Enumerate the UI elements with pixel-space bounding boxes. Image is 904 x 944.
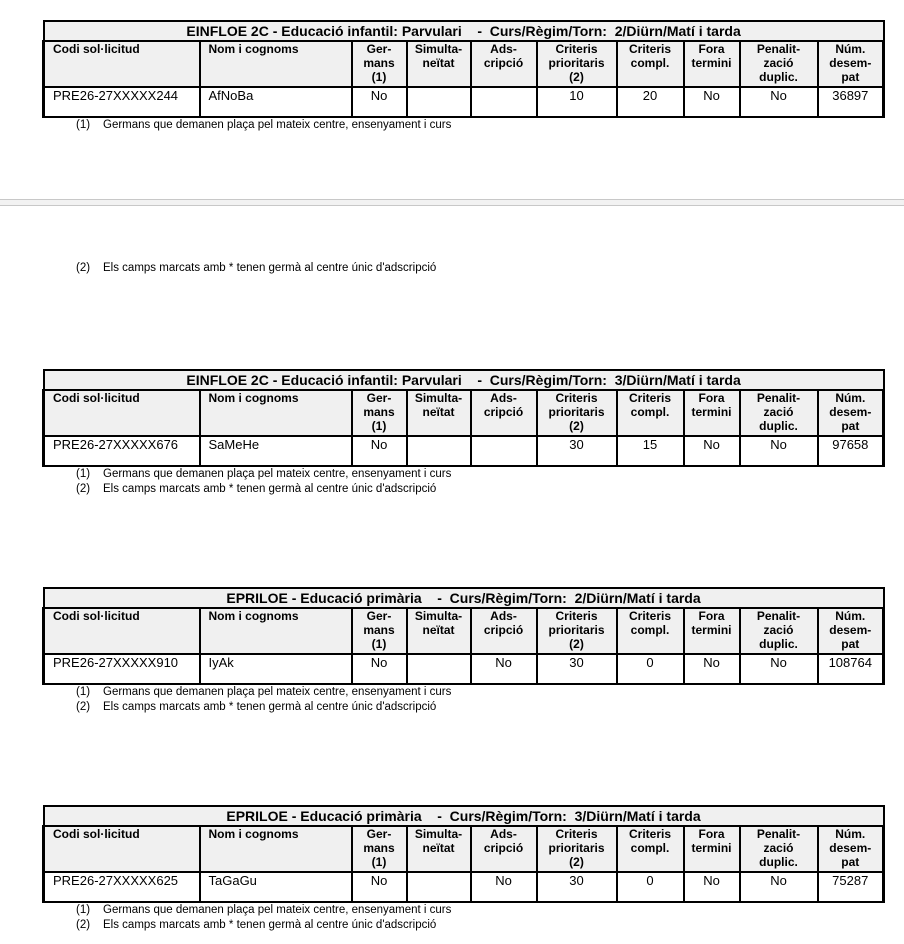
cell-num-desempat: 36897 xyxy=(818,87,884,117)
footnote-number: (1) xyxy=(76,904,91,916)
column-header-line: (2) xyxy=(569,70,584,84)
cell-adscripcio: No xyxy=(471,872,537,902)
cell-num-desempat: 108764 xyxy=(818,654,884,684)
column-header-line: (2) xyxy=(569,419,584,433)
column-header-line: Codi sol·licitud xyxy=(53,609,140,623)
column-header-nom-cognoms xyxy=(200,608,352,654)
column-header-line: (1) xyxy=(371,70,387,84)
request-table xyxy=(42,805,885,903)
cell-num-desempat: 75287 xyxy=(818,872,884,902)
footnote-2 xyxy=(76,261,436,276)
footnote-text: Els camps marcats amb * tenen germà al centre únic d'adscripció xyxy=(103,262,437,274)
column-header-line: zació xyxy=(763,841,794,855)
column-header-simultaneitat xyxy=(407,608,471,654)
table-row xyxy=(44,436,884,466)
column-header-line: zació xyxy=(763,405,794,419)
footnote-number: (2) xyxy=(76,483,91,495)
column-header-fora-termini xyxy=(684,41,740,87)
footnotes-continued xyxy=(76,261,436,276)
footnote-2 xyxy=(76,700,882,715)
column-header-simultaneitat xyxy=(407,826,471,872)
table-row xyxy=(44,87,884,117)
column-header-codi-sollicitud xyxy=(44,608,200,654)
footnote-2 xyxy=(76,918,882,933)
column-header-fora-termini xyxy=(684,608,740,654)
column-header-line: Nom i cognoms xyxy=(208,827,299,841)
column-header-line: termini xyxy=(691,623,732,637)
column-header-line: (1) xyxy=(371,419,387,433)
cell-simultaneitat xyxy=(407,87,471,117)
request-table-block xyxy=(42,587,882,715)
footnote-number: (2) xyxy=(76,262,91,274)
column-header-line: Codi sol·licitud xyxy=(53,391,140,405)
table-title: EPRILOE - Educació primària - Curs/Règim/Torn: 2/Diürn/Matí i tarda xyxy=(44,588,884,608)
table-title: EINFLOE 2C - Educació infantil: Parvulari - Curs/Règim/Torn: 2/Diürn/Matí i tarda xyxy=(44,21,884,41)
column-header-line: cripció xyxy=(483,56,524,70)
column-header-line: compl. xyxy=(630,405,670,419)
cell-criteris-prioritaris: 30 xyxy=(537,654,617,684)
column-header-criteris-compl xyxy=(617,608,684,654)
cell-simultaneitat xyxy=(407,872,471,902)
header-row xyxy=(44,826,884,872)
column-header-line: Criteris xyxy=(555,609,598,623)
cell-criteris-compl: 15 xyxy=(617,436,684,466)
table-row xyxy=(44,654,884,684)
column-header-line: neïtat xyxy=(422,56,455,70)
cell-nom-cognoms: AfNoBa xyxy=(200,87,352,117)
cell-num-desempat: 97658 xyxy=(818,436,884,466)
column-header-line: mans xyxy=(363,405,395,419)
column-header-num-desempat xyxy=(818,41,884,87)
column-header-line: Núm. xyxy=(835,827,866,841)
column-header-fora-termini xyxy=(684,390,740,436)
cell-criteris-prioritaris: 30 xyxy=(537,436,617,466)
column-header-penalitzacio-duplic xyxy=(740,390,818,436)
column-header-line: cripció xyxy=(483,841,524,855)
cell-penalitzacio-duplic: No xyxy=(740,872,818,902)
column-header-adscripcio xyxy=(471,390,537,436)
page-break-divider xyxy=(0,199,904,206)
column-header-line: termini xyxy=(691,405,732,419)
cell-germans: No xyxy=(352,872,407,902)
column-header-codi-sollicitud xyxy=(44,390,200,436)
column-header-line: pat xyxy=(841,637,860,651)
column-header-line: Criteris xyxy=(628,609,672,623)
column-header-fora-termini xyxy=(684,826,740,872)
column-header-line: zació xyxy=(763,56,794,70)
column-header-line: desem- xyxy=(829,623,872,637)
column-header-line: prioritaris xyxy=(548,56,605,70)
cell-germans: No xyxy=(352,436,407,466)
cell-simultaneitat xyxy=(407,654,471,684)
column-header-criteris-prioritaris xyxy=(537,390,617,436)
column-header-line: Fora xyxy=(698,42,725,56)
cell-criteris-prioritaris: 30 xyxy=(537,872,617,902)
cell-criteris-compl: 20 xyxy=(617,87,684,117)
request-table xyxy=(42,369,885,467)
column-header-line: Codi sol·licitud xyxy=(53,42,140,56)
column-header-line: Simulta- xyxy=(414,827,463,841)
request-table-block xyxy=(42,20,882,133)
column-header-line: prioritaris xyxy=(548,623,605,637)
column-header-line: Fora xyxy=(698,609,725,623)
footnote-number: (1) xyxy=(76,468,91,480)
column-header-nom-cognoms xyxy=(200,390,352,436)
footnote-1 xyxy=(76,467,882,482)
column-header-line: zació xyxy=(763,623,794,637)
column-header-line: desem- xyxy=(829,56,872,70)
column-header-line: cripció xyxy=(483,405,524,419)
column-header-line: Criteris xyxy=(628,391,672,405)
column-header-germans xyxy=(352,608,407,654)
footnote-1 xyxy=(76,118,882,133)
column-header-line: Simulta- xyxy=(414,391,463,405)
column-header-germans xyxy=(352,826,407,872)
column-header-adscripcio xyxy=(471,608,537,654)
cell-criteris-prioritaris: 10 xyxy=(537,87,617,117)
column-header-line: Nom i cognoms xyxy=(208,609,299,623)
footnotes xyxy=(76,685,882,715)
column-header-line: Criteris xyxy=(628,827,672,841)
column-header-nom-cognoms xyxy=(200,41,352,87)
footnote-text: Els camps marcats amb * tenen germà al centre únic d'adscripció xyxy=(103,919,437,931)
column-header-simultaneitat xyxy=(407,390,471,436)
column-header-line: duplic. xyxy=(759,70,798,84)
cell-simultaneitat xyxy=(407,436,471,466)
column-header-criteris-compl xyxy=(617,826,684,872)
column-header-line: compl. xyxy=(630,841,670,855)
footnote-text: Germans que demanen plaça pel mateix centre, ensenyament i curs xyxy=(103,119,452,131)
cell-codi-sollicitud: PRE26-27XXXXX244 xyxy=(44,87,200,117)
column-header-codi-sollicitud xyxy=(44,826,200,872)
column-header-line: Criteris xyxy=(555,42,598,56)
column-header-line: Criteris xyxy=(628,42,672,56)
column-header-line: Ads- xyxy=(490,42,517,56)
column-header-line: neïtat xyxy=(422,405,455,419)
column-header-line: compl. xyxy=(630,56,670,70)
cell-adscripcio xyxy=(471,87,537,117)
column-header-line: Núm. xyxy=(835,391,866,405)
column-header-line: Ger- xyxy=(366,827,392,841)
column-header-line: termini xyxy=(691,56,732,70)
column-header-criteris-prioritaris xyxy=(537,41,617,87)
footnotes xyxy=(76,903,882,933)
column-header-line: Penalit- xyxy=(756,391,801,405)
column-header-codi-sollicitud xyxy=(44,41,200,87)
column-header-adscripcio xyxy=(471,41,537,87)
column-header-line: Penalit- xyxy=(756,42,801,56)
column-header-line: prioritaris xyxy=(548,841,605,855)
column-header-line: desem- xyxy=(829,405,872,419)
column-header-line: Ger- xyxy=(366,42,392,56)
cell-adscripcio: No xyxy=(471,654,537,684)
column-header-nom-cognoms xyxy=(200,826,352,872)
column-header-line: Fora xyxy=(698,391,725,405)
cell-germans: No xyxy=(352,654,407,684)
column-header-line: Simulta- xyxy=(414,609,463,623)
column-header-simultaneitat xyxy=(407,41,471,87)
cell-fora-termini: No xyxy=(684,872,740,902)
cell-codi-sollicitud: PRE26-27XXXXX910 xyxy=(44,654,200,684)
column-header-adscripcio xyxy=(471,826,537,872)
cell-criteris-compl: 0 xyxy=(617,654,684,684)
request-table xyxy=(42,20,885,118)
column-header-line: Nom i cognoms xyxy=(208,42,299,56)
table-title: EINFLOE 2C - Educació infantil: Parvulari - Curs/Règim/Torn: 3/Diürn/Matí i tarda xyxy=(44,370,884,390)
footnotes xyxy=(76,467,882,497)
column-header-germans xyxy=(352,390,407,436)
column-header-line: duplic. xyxy=(759,419,798,433)
column-header-line: duplic. xyxy=(759,855,798,869)
header-row xyxy=(44,41,884,87)
request-table xyxy=(42,587,885,685)
column-header-line: Criteris xyxy=(555,827,598,841)
column-header-criteris-prioritaris xyxy=(537,608,617,654)
column-header-line: pat xyxy=(841,419,860,433)
column-header-line: mans xyxy=(363,623,395,637)
footnote-number: (2) xyxy=(76,701,91,713)
cell-fora-termini: No xyxy=(684,87,740,117)
footnote-text: Germans que demanen plaça pel mateix centre, ensenyament i curs xyxy=(103,904,452,916)
column-header-line: desem- xyxy=(829,841,872,855)
column-header-germans xyxy=(352,41,407,87)
column-header-line: (2) xyxy=(569,855,584,869)
column-header-line: neïtat xyxy=(422,623,455,637)
column-header-line: neïtat xyxy=(422,841,455,855)
footnote-text: Els camps marcats amb * tenen germà al centre únic d'adscripció xyxy=(103,483,437,495)
cell-nom-cognoms: TaGaGu xyxy=(200,872,352,902)
cell-nom-cognoms: SaMeHe xyxy=(200,436,352,466)
column-header-line: Simulta- xyxy=(414,42,463,56)
cell-penalitzacio-duplic: No xyxy=(740,87,818,117)
column-header-line: cripció xyxy=(483,623,524,637)
footnote-1 xyxy=(76,903,882,918)
column-header-line: (1) xyxy=(371,855,387,869)
cell-adscripcio xyxy=(471,436,537,466)
table-title: EPRILOE - Educació primària - Curs/Règim/Torn: 3/Diürn/Matí i tarda xyxy=(44,806,884,826)
column-header-criteris-compl xyxy=(617,41,684,87)
column-header-line: Ger- xyxy=(366,391,392,405)
table-row xyxy=(44,872,884,902)
column-header-penalitzacio-duplic xyxy=(740,608,818,654)
column-header-line: Núm. xyxy=(835,609,866,623)
footnote-text: Els camps marcats amb * tenen germà al centre únic d'adscripció xyxy=(103,701,437,713)
column-header-line: termini xyxy=(691,841,732,855)
column-header-line: Penalit- xyxy=(756,609,801,623)
column-header-line: Nom i cognoms xyxy=(208,391,299,405)
column-header-line: Ads- xyxy=(490,391,517,405)
column-header-line: pat xyxy=(841,855,860,869)
footnote-text: Germans que demanen plaça pel mateix centre, ensenyament i curs xyxy=(103,686,452,698)
cell-fora-termini: No xyxy=(684,436,740,466)
cell-fora-termini: No xyxy=(684,654,740,684)
footnote-2 xyxy=(76,482,882,497)
footnote-number: (1) xyxy=(76,119,91,131)
cell-penalitzacio-duplic: No xyxy=(740,436,818,466)
column-header-line: pat xyxy=(841,70,860,84)
column-header-line: mans xyxy=(363,56,395,70)
column-header-line: mans xyxy=(363,841,395,855)
column-header-criteris-compl xyxy=(617,390,684,436)
column-header-penalitzacio-duplic xyxy=(740,41,818,87)
column-header-penalitzacio-duplic xyxy=(740,826,818,872)
column-header-line: prioritaris xyxy=(548,405,605,419)
column-header-line: Penalit- xyxy=(756,827,801,841)
column-header-line: Fora xyxy=(698,827,725,841)
cell-criteris-compl: 0 xyxy=(617,872,684,902)
column-header-criteris-prioritaris xyxy=(537,826,617,872)
cell-codi-sollicitud: PRE26-27XXXXX625 xyxy=(44,872,200,902)
footnote-number: (2) xyxy=(76,919,91,931)
column-header-num-desempat xyxy=(818,390,884,436)
cell-germans: No xyxy=(352,87,407,117)
header-row xyxy=(44,608,884,654)
column-header-line: Ads- xyxy=(490,827,517,841)
header-row xyxy=(44,390,884,436)
column-header-num-desempat xyxy=(818,826,884,872)
footnote-number: (1) xyxy=(76,686,91,698)
column-header-line: duplic. xyxy=(759,637,798,651)
column-header-num-desempat xyxy=(818,608,884,654)
cell-penalitzacio-duplic: No xyxy=(740,654,818,684)
column-header-line: compl. xyxy=(630,623,670,637)
footnote-1 xyxy=(76,685,882,700)
cell-nom-cognoms: IyAk xyxy=(200,654,352,684)
column-header-line: Codi sol·licitud xyxy=(53,827,140,841)
cell-codi-sollicitud: PRE26-27XXXXX676 xyxy=(44,436,200,466)
request-table-block xyxy=(42,805,882,933)
column-header-line: Criteris xyxy=(555,391,598,405)
footnote-text: Germans que demanen plaça pel mateix centre, ensenyament i curs xyxy=(103,468,452,480)
column-header-line: (1) xyxy=(371,637,387,651)
column-header-line: Núm. xyxy=(835,42,866,56)
column-header-line: (2) xyxy=(569,637,584,651)
footnotes xyxy=(76,118,882,133)
request-table-block xyxy=(42,369,882,497)
column-header-line: Ger- xyxy=(366,609,392,623)
column-header-line: Ads- xyxy=(490,609,517,623)
